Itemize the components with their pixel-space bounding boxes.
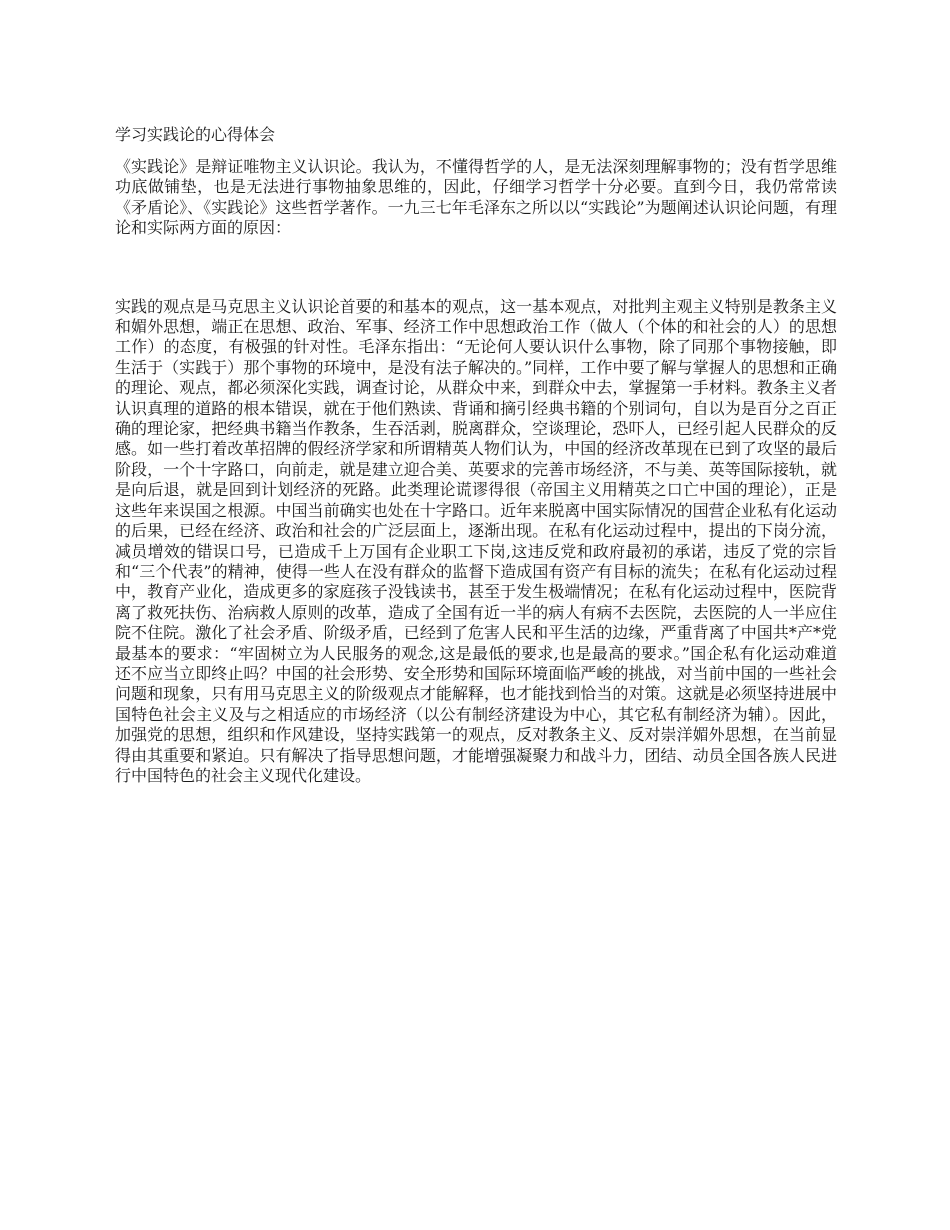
intro-paragraph: 《实践论》是辩证唯物主义认识论。我认为，不懂得哲学的人，是无法深刻理解事物的；没有哲学思维功底做铺垫，也是无法进行事物抽象思维的，因此，仔细学习哲学十分必要。直到今日，我仍常常读《矛盾论》、《实践论》这些哲学著作。一九三七年毛泽东之所以以“实践论”为题阐述认识论问题，有理论和实际两方面的原因：	[115, 157, 837, 238]
document-title: 学习实践论的心得体会	[115, 125, 276, 144]
body-paragraph: 实践的观点是马克思主义认识论首要的和基本的观点，这一基本观点，对批判主观主义特别是教条主义和媚外思想，端正在思想、政治、军事、经济工作中思想政治工作（做人（个体的和社会的人）的思想工作）的态度，有极强的针对性。毛泽东指出：“无论何人要认识什么事物，除了同那个事物接触，即生活于（实践于）那个事物的环境中，是没有法子解决的。”同样，工作中要了解与掌握人的思想和正确的理论、观点，都必须深化实践，调查讨论，从群众中来，到群众中去，掌握第一手材料。教条主义者认识真理的道路的根本错误，就在于他们熟读、背诵和摘引经典书籍的个别词句，自以为是百分之百正确的理论家，把经典书籍当作教条，生吞活剥，脱离群众，空谈理论，恐吓人，已经引起人民群众的反感。如一些打着改革招牌的假经济学家和所谓精英人物们认为，中国的经济改革现在已到了攻坚的最后阶段，一个十字路口，向前走，就是建立迎合美、英要求的完善市场经济，不与美、英等国际接轨，就是向后退，就是回到计划经济的死路。此类理论谎谬得很（帝国主义用精英之口亡中国的理论），正是这些年来误国之根源。中国当前确实也处在十字路口。近年来脱离中国实际情况的国营企业私有化运动的后果，已经在经济、政治和社会的广泛层面上，逐渐出现。在私有化运动过程中，提出的下岗分流，减员增效的错误口号，已造成千上万国有企业职工下岗,这违反党和政府最初的承诺，违反了党的宗旨和“三个代表”的精神，使得一些人在没有群众的监督下造成国有资产有目标的流失；在私有化运动过程中，教育产业化，造成更多的家庭孩子没钱读书，甚至于发生极端情况；在私有化运动过程中，医院背离了救死扶伤、治病救人原则的改革，造成了全国有近一半的病人有病不去医院，去医院的人一半应住院不住院。激化了社会矛盾、阶级矛盾，已经到了危害人民和平生活的边缘，严重背离了中国共*产*党最基本的要求：“牢固树立为人民服务的观念,这是最低的要求,也是最高的要求。”国企私有化运动难道还不应当立即终止吗？中国的社会形势、安全形势和国际环境面临严峻的挑战，对当前中国的一些社会问题和现象，只有用马克思主义的阶级观点才能解释，也才能找到恰当的对策。这就是必须坚持进展中国特色社会主义及与之相适应的市场经济（以公有制经济建设为中心，其它私有制经济为辅）。因此，加强党的思想，组织和作风建设，坚持实践第一的观点，反对教条主义、反对崇洋媚外思想，在当前显得由其重要和紧迫。只有解决了指导思想问题，才能增强凝聚力和战斗力，团结、动员全国各族人民进行中国特色的社会主义现代化建设。	[115, 296, 837, 785]
document-page	[115, 125, 837, 786]
